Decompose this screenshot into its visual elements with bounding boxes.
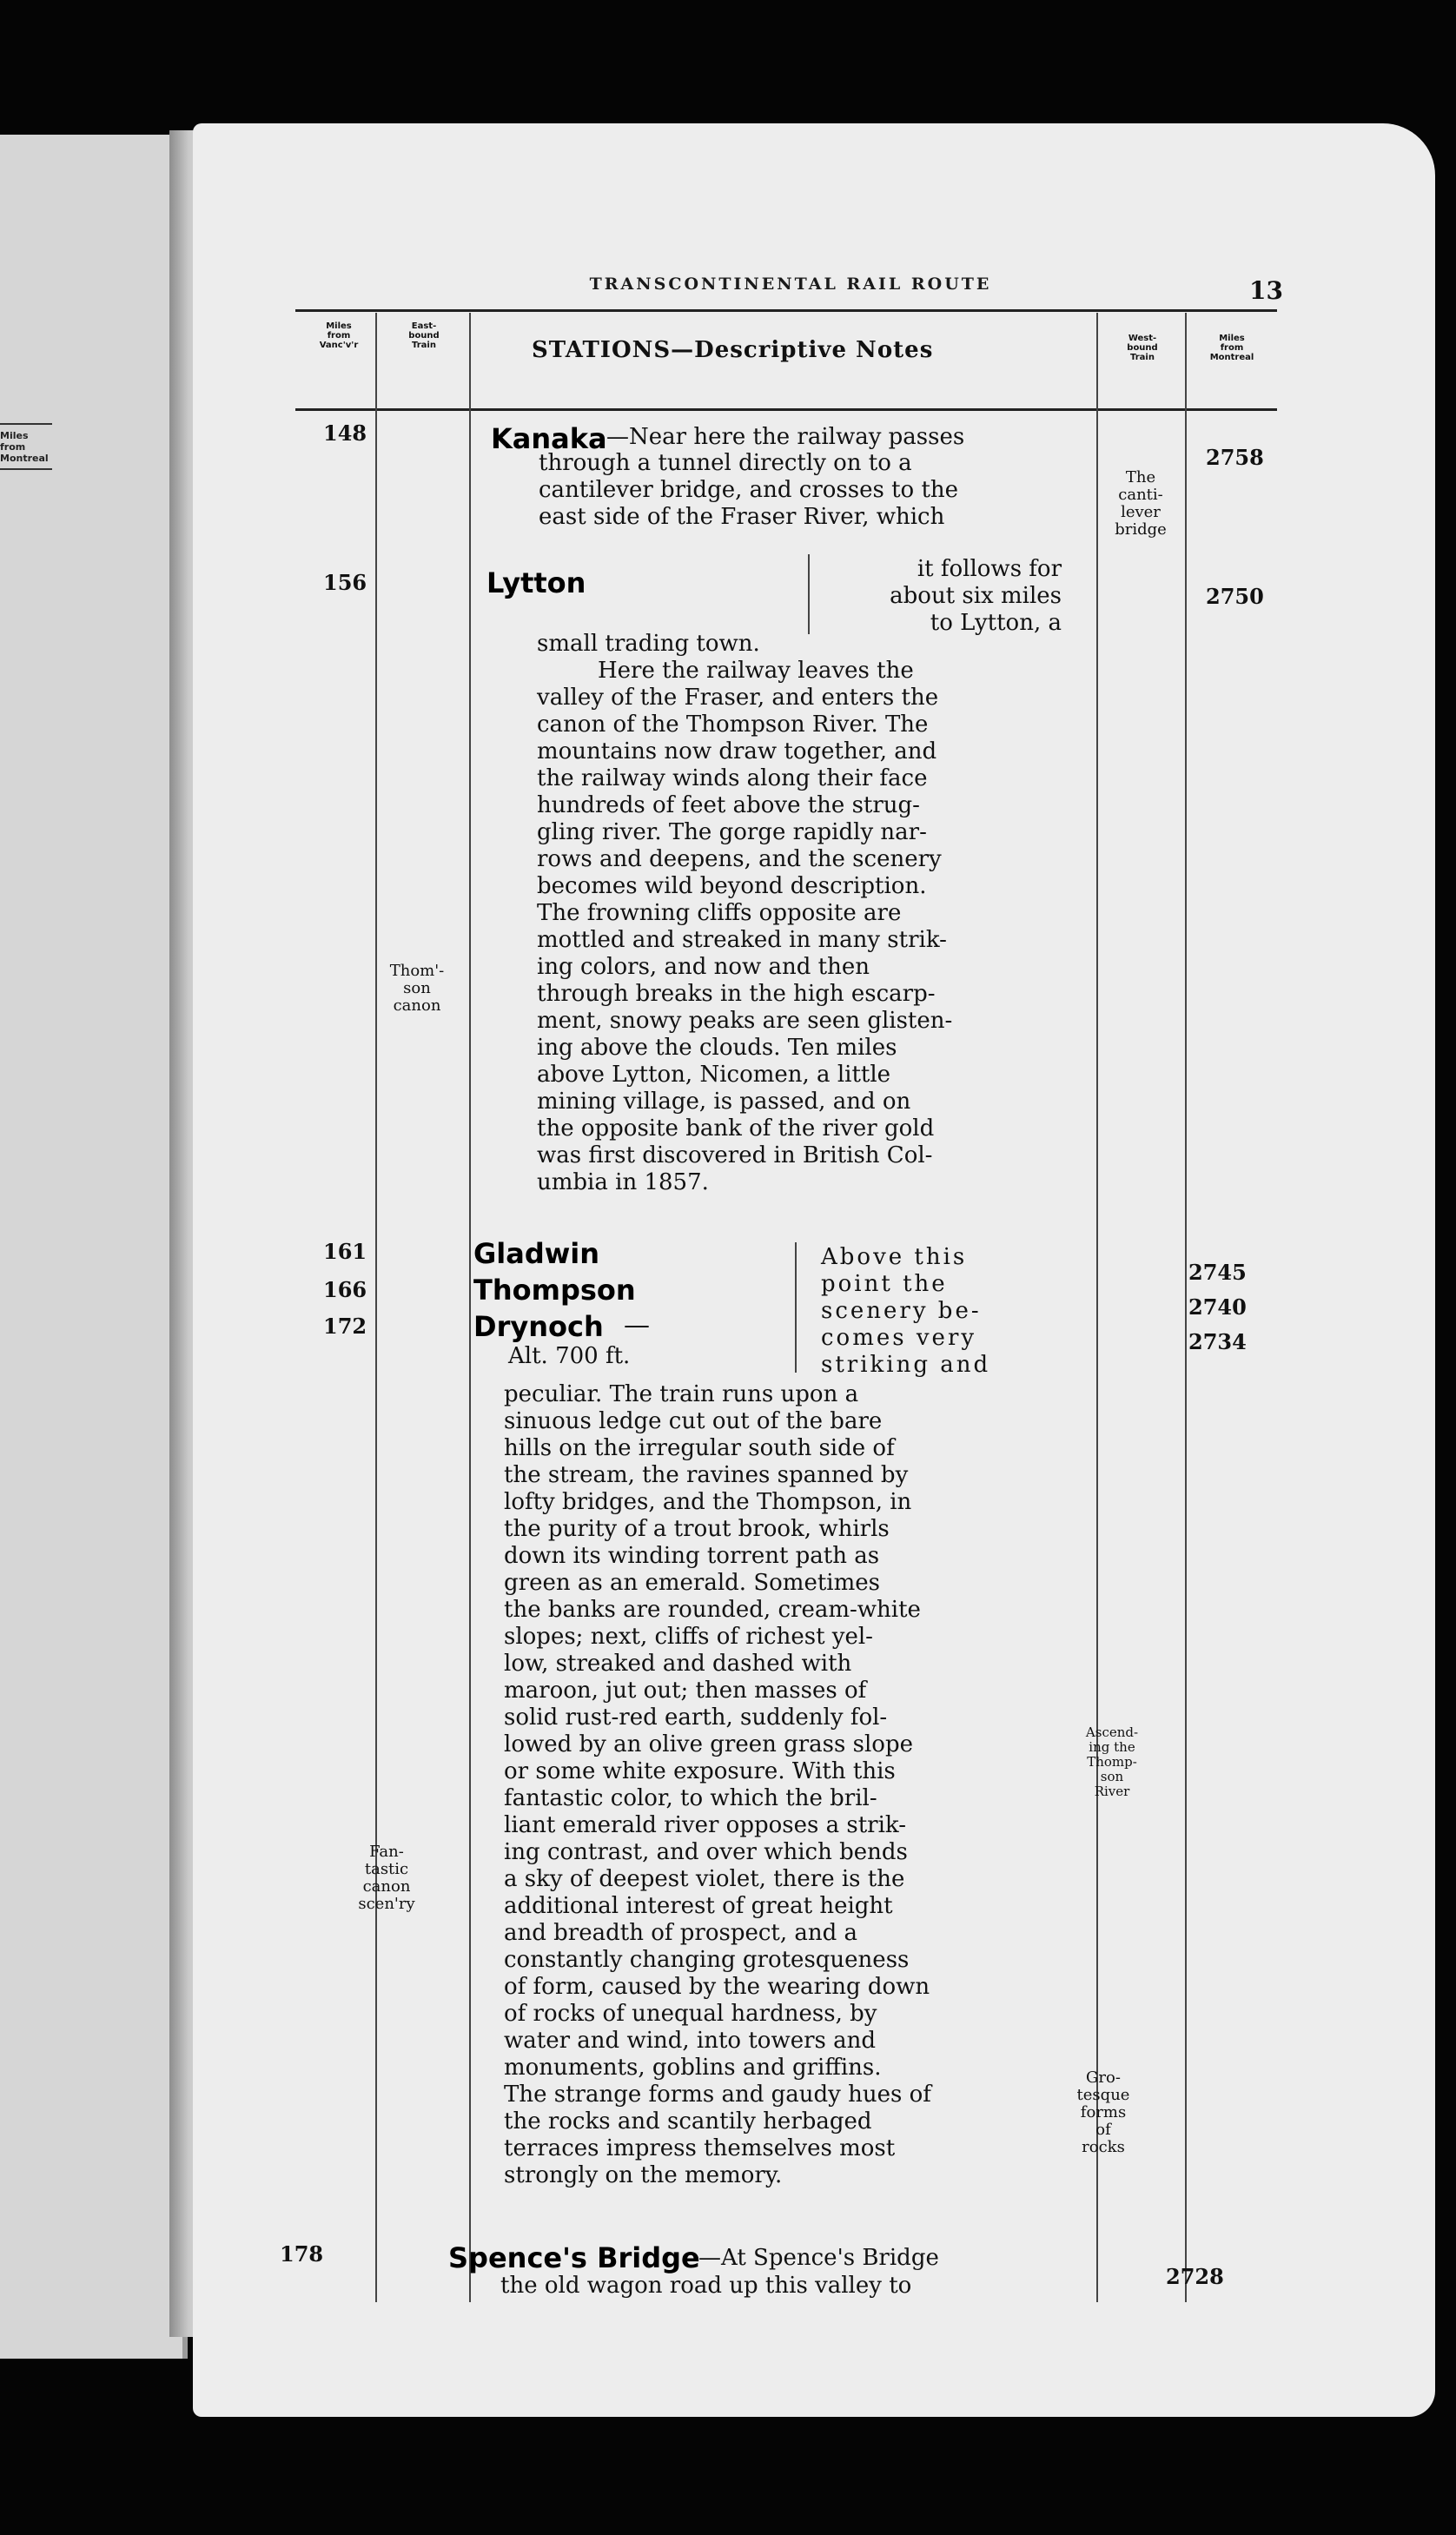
text-line: it follows for bbox=[917, 556, 1062, 582]
header-line: Montreal bbox=[1209, 353, 1254, 362]
note-line: tastic bbox=[364, 1860, 409, 1878]
text-line: the railway winds along their face bbox=[537, 765, 928, 791]
drynoch-description bbox=[504, 1381, 1042, 2189]
header-line: from bbox=[1220, 343, 1244, 353]
text-line: additional interest of great height bbox=[504, 1893, 893, 1919]
column-divider bbox=[469, 313, 471, 2302]
text-line: hundreds of feet above the strug- bbox=[537, 792, 920, 818]
text-line: mining village, is passed, and on bbox=[537, 1089, 911, 1115]
column-divider bbox=[1096, 313, 1098, 2302]
drynoch-dash: — bbox=[624, 1310, 650, 1340]
miles-montreal: 2745 bbox=[1188, 1260, 1247, 1285]
text-line: liant emerald river opposes a strik- bbox=[504, 1812, 906, 1838]
margin-note-ascending-thompson bbox=[1069, 1725, 1155, 1799]
left-page-rule bbox=[0, 468, 52, 470]
note-line: Ascend- bbox=[1085, 1724, 1139, 1740]
header-top-rule bbox=[295, 309, 1277, 312]
station-thompson: Thompson bbox=[473, 1274, 636, 1307]
kanaka-description bbox=[539, 450, 1064, 531]
margin-note-thompson-canon bbox=[365, 963, 469, 1015]
text-line: striking and bbox=[821, 1352, 991, 1378]
miles-montreal: 2750 bbox=[1206, 584, 1264, 609]
text-line: hills on the irregular south side of bbox=[504, 1435, 895, 1461]
left-page-header-fragment bbox=[0, 430, 52, 464]
lytton-description bbox=[537, 631, 1062, 1196]
text-line: and breadth of prospect, and a bbox=[504, 1920, 858, 1946]
note-line: canon bbox=[362, 1877, 411, 1896]
note-line: Thom'- bbox=[389, 962, 445, 980]
header-miles-vancouver bbox=[304, 321, 374, 350]
station-kanaka: Kanaka bbox=[491, 422, 607, 455]
text-line: gling river. The gorge rapidly nar- bbox=[537, 819, 927, 845]
note-line: bridge bbox=[1115, 520, 1167, 539]
note-line: scen'ry bbox=[358, 1895, 415, 1913]
miles-montreal: 2734 bbox=[1188, 1329, 1247, 1354]
text-line: green as an emerald. Sometimes bbox=[504, 1570, 880, 1596]
text-line: low, streaked and dashed with bbox=[504, 1651, 852, 1677]
note-line: canon bbox=[393, 996, 441, 1015]
left-header-line: from bbox=[0, 441, 26, 453]
miles-montreal: 2740 bbox=[1188, 1294, 1247, 1320]
text-line: down its winding torrent path as bbox=[504, 1543, 880, 1569]
miles-montreal: 2758 bbox=[1206, 445, 1264, 470]
text-line: cantilever bridge, and crosses to the bbox=[539, 477, 959, 503]
kanaka-first-line: —Near here the railway passes bbox=[606, 424, 965, 450]
text-line: sinuous ledge cut out of the bare bbox=[504, 1408, 883, 1434]
text-line: lowed by an olive green grass slope bbox=[504, 1731, 913, 1757]
text-line: was first discovered in British Col- bbox=[537, 1142, 933, 1168]
text-line: lofty bridges, and the Thompson, in bbox=[504, 1489, 912, 1515]
text-line: the banks are rounded, cream-white bbox=[504, 1597, 921, 1623]
text-line: solid rust-red earth, suddenly fol- bbox=[504, 1704, 888, 1731]
left-page-rule bbox=[0, 423, 52, 425]
text-line: The strange forms and gaudy hues of bbox=[504, 2082, 931, 2108]
note-line: River bbox=[1094, 1784, 1130, 1799]
text-line: scenery be- bbox=[821, 1298, 982, 1324]
text-line: the opposite bank of the river gold bbox=[537, 1115, 935, 1142]
note-line: canti- bbox=[1118, 486, 1163, 504]
text-line: east side of the Fraser River, which bbox=[539, 504, 945, 530]
note-line: Fan- bbox=[369, 1843, 404, 1861]
left-page bbox=[0, 135, 188, 2359]
header-line: Train bbox=[412, 341, 436, 350]
note-line: son bbox=[1100, 1769, 1124, 1784]
header-line: East- bbox=[411, 321, 437, 331]
text-line: Here the railway leaves the bbox=[598, 658, 914, 684]
header-line: Miles bbox=[326, 321, 352, 331]
lytton-side-text bbox=[827, 556, 1062, 637]
note-line: ing the bbox=[1089, 1739, 1135, 1755]
note-line: of bbox=[1095, 2121, 1111, 2139]
text-line: ment, snowy peaks are seen glisten- bbox=[537, 1008, 953, 1034]
text-line: maroon, jut out; then masses of bbox=[504, 1678, 867, 1704]
text-line: monuments, goblins and griffins. bbox=[504, 2055, 882, 2081]
text-line: Above this bbox=[821, 1244, 968, 1270]
note-line: forms bbox=[1080, 2103, 1127, 2121]
text-line: above Lytton, Nicomen, a little bbox=[537, 1062, 891, 1088]
column-divider bbox=[375, 313, 377, 2302]
text-line: terraces impress themselves most bbox=[504, 2135, 896, 2161]
station-drynoch: Drynoch bbox=[473, 1310, 604, 1343]
text-line: peculiar. The train runs upon a bbox=[504, 1381, 859, 1407]
text-line: to Lytton, a bbox=[930, 610, 1062, 636]
text-line: the stream, the ravines spanned by bbox=[504, 1462, 909, 1488]
text-line: about six miles bbox=[890, 583, 1062, 609]
header-eastbound-train bbox=[381, 321, 467, 350]
text-line: mountains now draw together, and bbox=[537, 738, 937, 764]
station-lytton: Lytton bbox=[486, 566, 586, 599]
text-line: strongly on the memory. bbox=[504, 2162, 783, 2188]
text-line: the purity of a trout brook, whirls bbox=[504, 1516, 890, 1542]
miles-vancouver: 156 bbox=[323, 570, 367, 595]
header-line: Vanc'v'r bbox=[319, 341, 359, 350]
side-text-divider bbox=[808, 554, 810, 634]
running-title: TRANSCONTINENTAL RAIL ROUTE bbox=[589, 275, 992, 294]
header-bottom-rule bbox=[295, 408, 1277, 411]
note-line: Thomp- bbox=[1087, 1754, 1137, 1770]
text-line: ing above the clouds. Ten miles bbox=[537, 1035, 897, 1061]
text-line: rows and deepens, and the scenery bbox=[537, 846, 942, 872]
note-line: Gro- bbox=[1086, 2068, 1121, 2087]
side-text-divider bbox=[795, 1242, 797, 1373]
header-line: bound bbox=[408, 331, 440, 341]
miles-vancouver: 148 bbox=[323, 420, 367, 446]
spences-bridge-first-line: —At Spence's Bridge bbox=[698, 2245, 939, 2271]
header-line: bound bbox=[1127, 343, 1158, 353]
note-line: son bbox=[403, 979, 431, 997]
text-line: constantly changing grotesqueness bbox=[504, 1947, 910, 1973]
text-line: becomes wild beyond description. bbox=[537, 873, 927, 899]
text-line: valley of the Fraser, and enters the bbox=[537, 685, 939, 711]
text-line: the rocks and scantily herbaged bbox=[504, 2108, 872, 2135]
text-line: through breaks in the high escarp- bbox=[537, 981, 936, 1007]
drynoch-side-text bbox=[821, 1244, 1047, 1379]
text-line: small trading town. bbox=[537, 631, 760, 657]
text-line: through a tunnel directly on to a bbox=[539, 450, 912, 476]
margin-note-fantastic-canon bbox=[339, 1843, 434, 1913]
text-line: The frowning cliffs opposite are bbox=[537, 900, 902, 926]
text-line: ing contrast, and over which bends bbox=[504, 1839, 908, 1865]
station-spences-bridge: Spence's Bridge bbox=[448, 2241, 700, 2274]
note-line: lever bbox=[1121, 503, 1161, 521]
miles-montreal: 2728 bbox=[1166, 2264, 1224, 2289]
page-number: 13 bbox=[1249, 276, 1283, 305]
miles-vancouver: 161 bbox=[323, 1239, 367, 1264]
left-header-line: Montreal bbox=[0, 453, 49, 464]
header-stations: STATIONS—Descriptive Notes bbox=[532, 337, 934, 363]
text-line: of form, caused by the wearing down bbox=[504, 1974, 930, 2000]
header-line: West- bbox=[1128, 334, 1157, 343]
text-line: comes very bbox=[821, 1325, 977, 1351]
text-line: mottled and streaked in many strik- bbox=[537, 927, 947, 953]
miles-vancouver: 166 bbox=[323, 1277, 367, 1302]
station-gladwin: Gladwin bbox=[473, 1237, 600, 1270]
header-westbound-train bbox=[1102, 334, 1183, 362]
drynoch-altitude: Alt. 700 ft. bbox=[508, 1343, 631, 1369]
margin-note-cantilever-bridge bbox=[1096, 469, 1185, 539]
text-line: ing colors, and now and then bbox=[537, 954, 870, 980]
note-line: tesque bbox=[1076, 2086, 1130, 2104]
margin-note-grotesque-forms bbox=[1060, 2069, 1147, 2156]
header-line: Train bbox=[1130, 353, 1155, 362]
miles-vancouver: 178 bbox=[280, 2241, 324, 2267]
text-line: a sky of deepest violet, there is the bbox=[504, 1866, 905, 1892]
note-line: rocks bbox=[1082, 2138, 1125, 2156]
text-line: water and wind, into towers and bbox=[504, 2028, 877, 2054]
header-line: from bbox=[327, 331, 351, 341]
left-header-line: Miles bbox=[0, 430, 29, 441]
column-divider bbox=[1185, 313, 1187, 2302]
miles-vancouver: 172 bbox=[323, 1314, 367, 1339]
text-line: or some white exposure. With this bbox=[504, 1758, 896, 1784]
note-line: The bbox=[1125, 468, 1156, 486]
text-line: slopes; next, cliffs of richest yel- bbox=[504, 1624, 873, 1650]
text-line: of rocks of unequal hardness, by bbox=[504, 2001, 877, 2027]
spences-bridge-second-line: the old wagon road up this valley to bbox=[500, 2273, 912, 2299]
header-miles-montreal bbox=[1188, 334, 1275, 362]
text-line: umbia in 1857. bbox=[537, 1169, 709, 1195]
header-line: Miles bbox=[1219, 334, 1245, 343]
text-line: point the bbox=[821, 1271, 948, 1297]
text-line: canon of the Thompson River. The bbox=[537, 712, 929, 738]
text-line: fantastic color, to which the bril- bbox=[504, 1785, 877, 1811]
